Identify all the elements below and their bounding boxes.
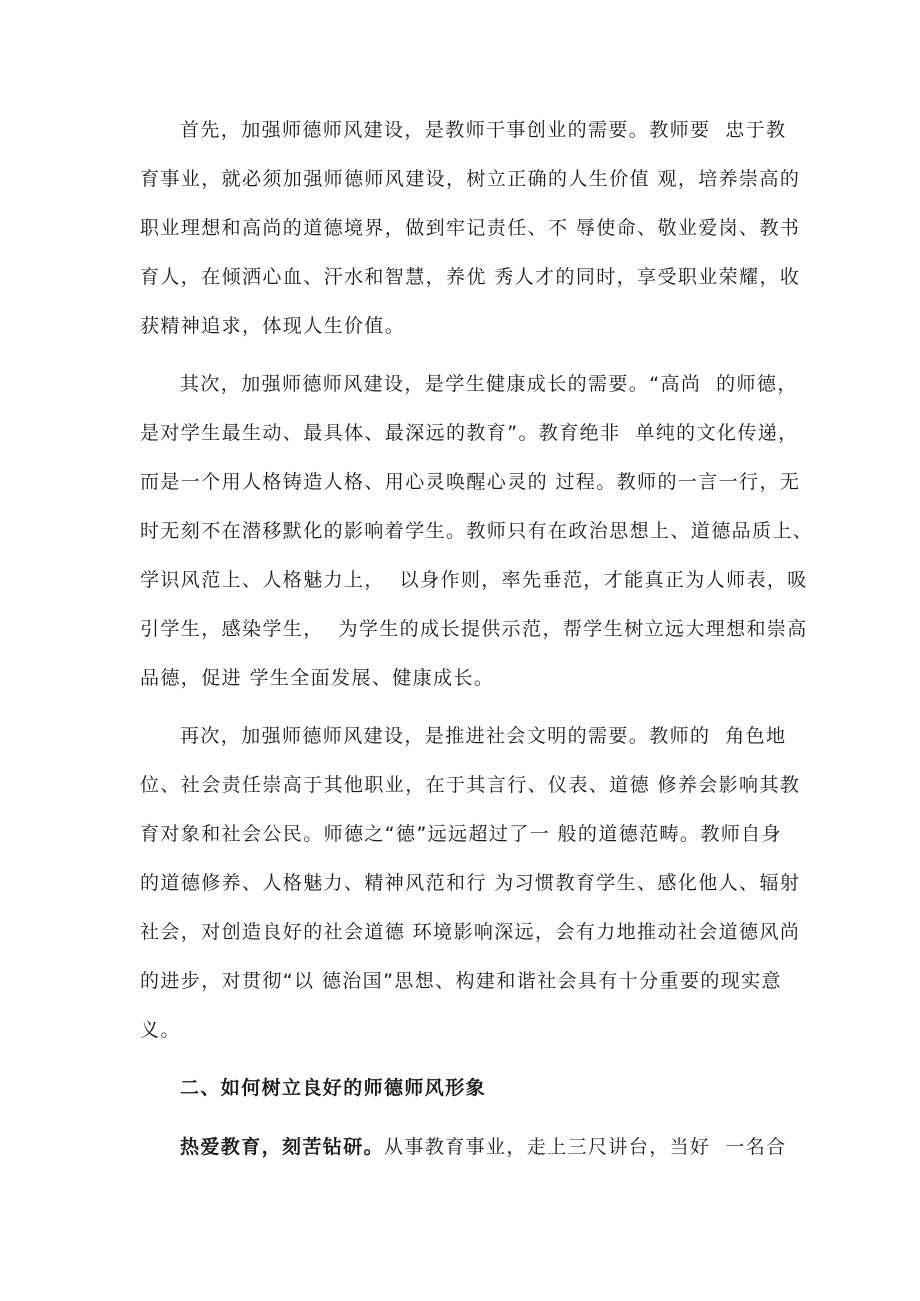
paragraph-1-line-3: 职业理想和高尚的道德境界，做到牢记责任、不 辱使命、敬业爱岗、教书 — [140, 217, 801, 239]
paragraph-3-line-6: 的进步，对贯彻“以 德治国”思想、构建和谐社会具有十分重要的现实意 — [140, 970, 782, 992]
paragraph-2-line-2: 是对学生最生动、最具体、最深远的教育”。教育绝非 单纯的文化传递， — [140, 422, 799, 444]
paragraph-2-line-1: 其次，加强师德师风建设，是学生健康成长的需要。“高尚 的师德， — [180, 373, 798, 395]
paragraph-3-line-1: 再次，加强师德师风建设，是推进社会文明的需要。教师的 角色地 — [180, 725, 787, 747]
paragraph-2-line-5: 学识风范上、人格魅力上， 以身作则，率先垂范，才能真正为人师表，吸 — [140, 569, 808, 591]
paragraph-3-line-7: 义。 — [140, 1019, 181, 1041]
last-paragraph-text: 从事教育事业，走上三尺讲台，当好 一名合 — [384, 1136, 787, 1158]
paragraph-3-line-3: 育对象和社会公民。师德之“德”远远超过了一 般的道德范畴。教师自身 — [140, 823, 782, 845]
paragraph-1-line-5: 获精神追求，体现人生价值。 — [140, 315, 406, 337]
paragraph-1-line-2: 育事业，就必须加强师德师风建设，树立正确的人生价值 观，培养崇高的 — [140, 168, 801, 190]
last-paragraph-bold-lead: 热爱教育，刻苦钻研。 — [180, 1136, 385, 1158]
section-heading: 二、如何树立良好的师德师风形象 — [180, 1077, 487, 1099]
paragraph-1-line-1: 首先，加强师德师风建设，是教师干事创业的需要。教师要 忠于教 — [180, 119, 787, 141]
paragraph-3-line-4: 的道德修养、人格魅力、精神风范和行 为习惯教育学生、感化他人、辐射 — [140, 872, 801, 894]
paragraph-2-line-4: 时无刻不在潜移默化的影响着学生。教师只有在政治思想上、道德品质上、 — [140, 520, 814, 542]
last-paragraph-line — [180, 1135, 787, 1159]
paragraph-3-line-2: 位、社会责任崇高于其他职业，在于其言行、仪表、道德 修养会影响其教 — [140, 774, 801, 796]
paragraph-2-line-6: 引学生，感染学生， 为学生的成长提供示范，帮学生树立远大理想和崇高 — [140, 618, 808, 640]
paragraph-2-line-3: 而是一个用人格铸造人格、用心灵唤醒心灵的 过程。教师的一言一行，无 — [140, 471, 801, 493]
paragraph-3-line-5: 社会，对创造良好的社会道德 环境影响深远，会有力地推动社会道德风尚 — [140, 921, 801, 943]
paragraph-2-line-7: 品德，促进 学生全面发展、健康成长。 — [140, 667, 495, 689]
paragraph-1-line-4: 育人，在倾洒心血、汗水和智慧，养优 秀人才的同时，享受职业荣耀，收 — [140, 266, 801, 288]
